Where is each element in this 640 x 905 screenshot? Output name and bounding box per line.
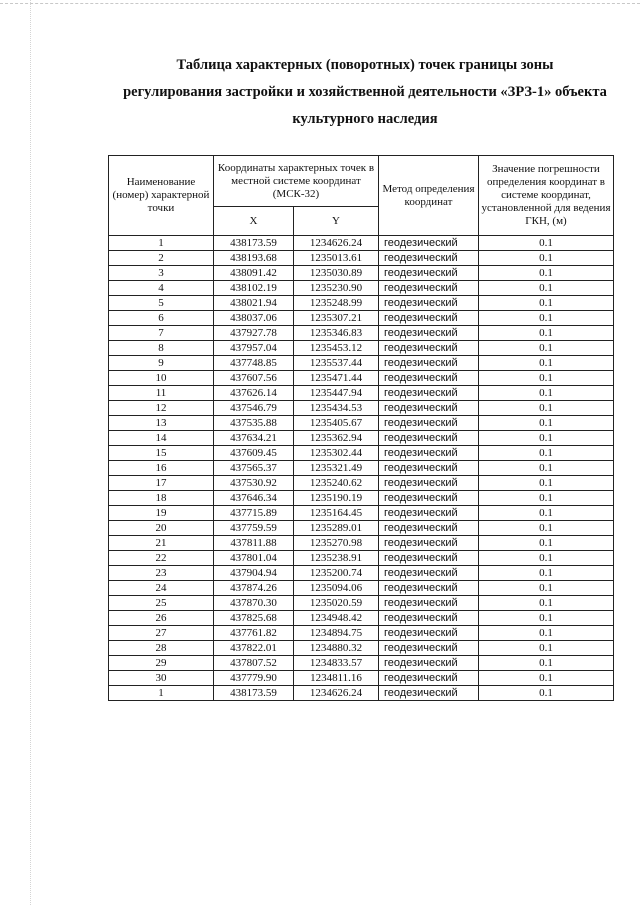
cell-x-coordinate: 437779.90 <box>214 671 294 686</box>
table-row <box>109 251 614 266</box>
cell-x-coordinate: 437609.45 <box>214 446 294 461</box>
cell-x-coordinate: 437626.14 <box>214 386 294 401</box>
cell-y-coordinate: 1235362.94 <box>294 431 379 446</box>
cell-point-number: 5 <box>109 296 214 311</box>
cell-method: геодезический <box>379 461 479 476</box>
cell-accuracy: 0.1 <box>479 581 614 596</box>
cell-accuracy: 0.1 <box>479 476 614 491</box>
cell-y-coordinate: 1234880.32 <box>294 641 379 656</box>
header-accuracy: Значение погрешности определения координат в системе координат, установленной для ведения ГКН, (м) <box>479 156 614 236</box>
table-row <box>109 536 614 551</box>
cell-accuracy: 0.1 <box>479 431 614 446</box>
table-row <box>109 281 614 296</box>
cell-point-number: 12 <box>109 401 214 416</box>
cell-y-coordinate: 1235248.99 <box>294 296 379 311</box>
page-title-line-1: Таблица характерных (поворотных) точек границы зоны <box>176 57 554 73</box>
cell-y-coordinate: 1235537.44 <box>294 356 379 371</box>
table-header <box>109 156 614 236</box>
cell-method: геодезический <box>379 431 479 446</box>
cell-point-number: 4 <box>109 281 214 296</box>
table-row <box>109 611 614 626</box>
cell-point-number: 16 <box>109 461 214 476</box>
cell-x-coordinate: 438102.19 <box>214 281 294 296</box>
cell-method: геодезический <box>379 611 479 626</box>
cell-accuracy: 0.1 <box>479 491 614 506</box>
cell-method: геодезический <box>379 296 479 311</box>
table-row <box>109 581 614 596</box>
cell-y-coordinate: 1235030.89 <box>294 266 379 281</box>
cell-y-coordinate: 1235405.67 <box>294 416 379 431</box>
table-row <box>109 461 614 476</box>
cell-method: геодезический <box>379 401 479 416</box>
cell-point-number: 18 <box>109 491 214 506</box>
cell-method: геодезический <box>379 281 479 296</box>
cell-y-coordinate: 1235307.21 <box>294 311 379 326</box>
cell-accuracy: 0.1 <box>479 326 614 341</box>
cell-accuracy: 0.1 <box>479 521 614 536</box>
cell-x-coordinate: 437530.92 <box>214 476 294 491</box>
table-row <box>109 641 614 656</box>
table-row <box>109 341 614 356</box>
cell-y-coordinate: 1235094.06 <box>294 581 379 596</box>
cell-method: геодезический <box>379 506 479 521</box>
cell-y-coordinate: 1234626.24 <box>294 686 379 701</box>
cell-point-number: 8 <box>109 341 214 356</box>
cell-method: геодезический <box>379 521 479 536</box>
cell-x-coordinate: 437546.79 <box>214 401 294 416</box>
cell-point-number: 7 <box>109 326 214 341</box>
cell-point-number: 10 <box>109 371 214 386</box>
cell-method: геодезический <box>379 371 479 386</box>
cell-method: геодезический <box>379 251 479 266</box>
cell-method: геодезический <box>379 236 479 251</box>
cell-x-coordinate: 437957.04 <box>214 341 294 356</box>
cell-point-number: 9 <box>109 356 214 371</box>
table-row <box>109 686 614 701</box>
cell-method: геодезический <box>379 536 479 551</box>
cell-point-number: 25 <box>109 596 214 611</box>
table-row <box>109 416 614 431</box>
cell-accuracy: 0.1 <box>479 671 614 686</box>
cell-method: геодезический <box>379 641 479 656</box>
cell-method: геодезический <box>379 596 479 611</box>
cell-accuracy: 0.1 <box>479 446 614 461</box>
cell-point-number: 29 <box>109 656 214 671</box>
cell-y-coordinate: 1235240.62 <box>294 476 379 491</box>
header-y: Y <box>294 207 379 236</box>
cell-method: геодезический <box>379 671 479 686</box>
cell-accuracy: 0.1 <box>479 356 614 371</box>
cell-method: геодезический <box>379 416 479 431</box>
cell-accuracy: 0.1 <box>479 626 614 641</box>
cell-y-coordinate: 1235200.74 <box>294 566 379 581</box>
table-row <box>109 236 614 251</box>
table-row <box>109 626 614 641</box>
cell-method: геодезический <box>379 656 479 671</box>
cell-accuracy: 0.1 <box>479 656 614 671</box>
page-title <box>100 52 630 133</box>
cell-point-number: 28 <box>109 641 214 656</box>
cell-method: геодезический <box>379 491 479 506</box>
cell-x-coordinate: 437761.82 <box>214 626 294 641</box>
scan-edge-left <box>30 0 31 905</box>
cell-point-number: 17 <box>109 476 214 491</box>
table-row <box>109 521 614 536</box>
cell-accuracy: 0.1 <box>479 236 614 251</box>
cell-y-coordinate: 1234833.57 <box>294 656 379 671</box>
cell-method: геодезический <box>379 326 479 341</box>
cell-method: геодезический <box>379 341 479 356</box>
cell-y-coordinate: 1235471.44 <box>294 371 379 386</box>
table-row <box>109 371 614 386</box>
table-row <box>109 566 614 581</box>
cell-method: геодезический <box>379 311 479 326</box>
cell-point-number: 27 <box>109 626 214 641</box>
cell-accuracy: 0.1 <box>479 536 614 551</box>
cell-point-number: 24 <box>109 581 214 596</box>
table-row <box>109 656 614 671</box>
cell-y-coordinate: 1235013.61 <box>294 251 379 266</box>
cell-accuracy: 0.1 <box>479 461 614 476</box>
cell-method: геодезический <box>379 551 479 566</box>
cell-y-coordinate: 1235020.59 <box>294 596 379 611</box>
cell-accuracy: 0.1 <box>479 266 614 281</box>
table-row <box>109 356 614 371</box>
cell-x-coordinate: 437927.78 <box>214 326 294 341</box>
cell-method: геодезический <box>379 356 479 371</box>
cell-x-coordinate: 438021.94 <box>214 296 294 311</box>
cell-x-coordinate: 437607.56 <box>214 371 294 386</box>
header-point-name: Наименование (номер) характерной точки <box>109 156 214 236</box>
cell-point-number: 26 <box>109 611 214 626</box>
boundary-points-table <box>108 155 614 701</box>
cell-accuracy: 0.1 <box>479 416 614 431</box>
cell-y-coordinate: 1235434.53 <box>294 401 379 416</box>
cell-point-number: 3 <box>109 266 214 281</box>
cell-y-coordinate: 1235453.12 <box>294 341 379 356</box>
table-row <box>109 386 614 401</box>
table-body <box>109 236 614 701</box>
cell-x-coordinate: 438173.59 <box>214 686 294 701</box>
page-title-line-3: культурного наследия <box>292 111 438 127</box>
cell-y-coordinate: 1235346.83 <box>294 326 379 341</box>
cell-accuracy: 0.1 <box>479 281 614 296</box>
cell-accuracy: 0.1 <box>479 341 614 356</box>
cell-accuracy: 0.1 <box>479 401 614 416</box>
table-row <box>109 446 614 461</box>
scan-edge-top <box>0 3 640 4</box>
cell-method: геодезический <box>379 266 479 281</box>
header-method: Метод определения координат <box>379 156 479 236</box>
cell-x-coordinate: 437807.52 <box>214 656 294 671</box>
cell-accuracy: 0.1 <box>479 611 614 626</box>
table-row <box>109 671 614 686</box>
cell-accuracy: 0.1 <box>479 251 614 266</box>
table-row <box>109 311 614 326</box>
cell-method: геодезический <box>379 446 479 461</box>
cell-accuracy: 0.1 <box>479 311 614 326</box>
table-row <box>109 401 614 416</box>
cell-point-number: 6 <box>109 311 214 326</box>
cell-y-coordinate: 1235230.90 <box>294 281 379 296</box>
cell-accuracy: 0.1 <box>479 596 614 611</box>
cell-accuracy: 0.1 <box>479 566 614 581</box>
cell-x-coordinate: 438037.06 <box>214 311 294 326</box>
cell-x-coordinate: 437646.34 <box>214 491 294 506</box>
cell-x-coordinate: 437759.59 <box>214 521 294 536</box>
cell-x-coordinate: 437634.21 <box>214 431 294 446</box>
cell-y-coordinate: 1235302.44 <box>294 446 379 461</box>
cell-y-coordinate: 1235447.94 <box>294 386 379 401</box>
cell-point-number: 30 <box>109 671 214 686</box>
cell-y-coordinate: 1234894.75 <box>294 626 379 641</box>
cell-method: геодезический <box>379 686 479 701</box>
cell-point-number: 14 <box>109 431 214 446</box>
table-row <box>109 326 614 341</box>
header-coordinates: Координаты характерных точек в местной системе координат (МСК-32) <box>214 156 379 207</box>
cell-x-coordinate: 437904.94 <box>214 566 294 581</box>
cell-point-number: 19 <box>109 506 214 521</box>
header-x: X <box>214 207 294 236</box>
cell-point-number: 23 <box>109 566 214 581</box>
cell-point-number: 13 <box>109 416 214 431</box>
cell-accuracy: 0.1 <box>479 296 614 311</box>
cell-y-coordinate: 1234948.42 <box>294 611 379 626</box>
page-title-line-2: регулирования застройки и хозяйственной деятельности «ЗРЗ-1» объекта <box>123 84 607 100</box>
cell-accuracy: 0.1 <box>479 371 614 386</box>
table-row <box>109 551 614 566</box>
table-row <box>109 266 614 281</box>
table-row <box>109 431 614 446</box>
cell-x-coordinate: 437822.01 <box>214 641 294 656</box>
cell-x-coordinate: 437874.26 <box>214 581 294 596</box>
cell-method: геодезический <box>379 626 479 641</box>
table-row <box>109 596 614 611</box>
cell-y-coordinate: 1235238.91 <box>294 551 379 566</box>
cell-accuracy: 0.1 <box>479 641 614 656</box>
cell-x-coordinate: 437811.88 <box>214 536 294 551</box>
cell-x-coordinate: 438193.68 <box>214 251 294 266</box>
cell-accuracy: 0.1 <box>479 506 614 521</box>
cell-y-coordinate: 1235164.45 <box>294 506 379 521</box>
cell-accuracy: 0.1 <box>479 686 614 701</box>
cell-y-coordinate: 1235289.01 <box>294 521 379 536</box>
cell-x-coordinate: 437535.88 <box>214 416 294 431</box>
cell-x-coordinate: 437748.85 <box>214 356 294 371</box>
cell-x-coordinate: 437825.68 <box>214 611 294 626</box>
cell-y-coordinate: 1235321.49 <box>294 461 379 476</box>
cell-method: геодезический <box>379 386 479 401</box>
cell-point-number: 15 <box>109 446 214 461</box>
cell-y-coordinate: 1235190.19 <box>294 491 379 506</box>
cell-point-number: 22 <box>109 551 214 566</box>
cell-x-coordinate: 437801.04 <box>214 551 294 566</box>
cell-y-coordinate: 1234626.24 <box>294 236 379 251</box>
cell-y-coordinate: 1235270.98 <box>294 536 379 551</box>
cell-point-number: 21 <box>109 536 214 551</box>
table-row <box>109 506 614 521</box>
cell-x-coordinate: 437715.89 <box>214 506 294 521</box>
table-row <box>109 296 614 311</box>
cell-point-number: 1 <box>109 236 214 251</box>
cell-x-coordinate: 437870.30 <box>214 596 294 611</box>
table-row <box>109 476 614 491</box>
cell-accuracy: 0.1 <box>479 551 614 566</box>
cell-point-number: 1 <box>109 686 214 701</box>
cell-x-coordinate: 438173.59 <box>214 236 294 251</box>
cell-method: геодезический <box>379 566 479 581</box>
cell-x-coordinate: 438091.42 <box>214 266 294 281</box>
cell-point-number: 11 <box>109 386 214 401</box>
cell-point-number: 20 <box>109 521 214 536</box>
cell-point-number: 2 <box>109 251 214 266</box>
cell-accuracy: 0.1 <box>479 386 614 401</box>
table-row <box>109 491 614 506</box>
cell-method: геодезический <box>379 581 479 596</box>
cell-x-coordinate: 437565.37 <box>214 461 294 476</box>
cell-method: геодезический <box>379 476 479 491</box>
cell-y-coordinate: 1234811.16 <box>294 671 379 686</box>
